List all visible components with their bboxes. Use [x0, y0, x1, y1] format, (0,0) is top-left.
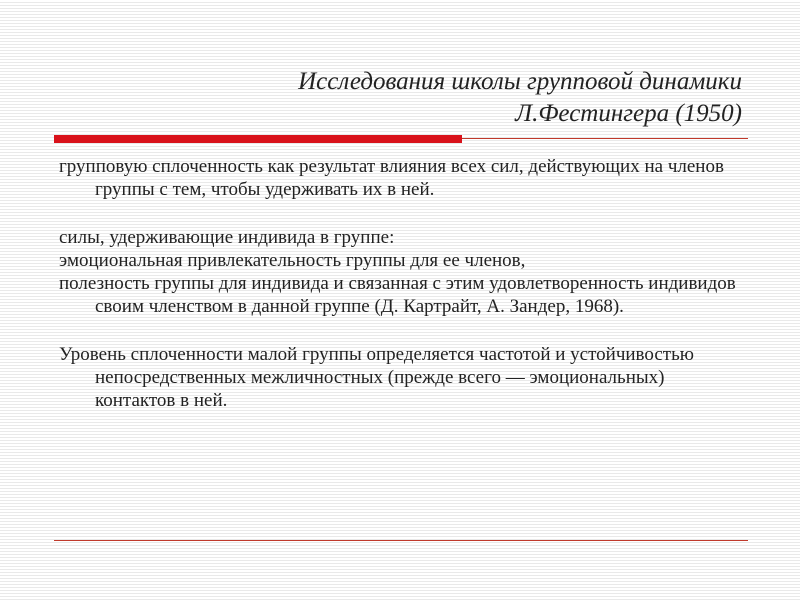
paragraph-group-usefulness: полезность группы для индивида и связанная с этим удовлетворенность индивидов своим членством в данной группе (Д. Картрайт, А. Зандер, 1968). [59, 273, 736, 317]
spacer [59, 201, 749, 226]
title-divider-thin [462, 138, 748, 139]
title-line-2: Л.Фестингера (1950) [515, 100, 742, 127]
paragraph-cohesion-definition: групповую сплоченность как результат влияния всех сил, действующих на членов группы с тем, чтобы удерживать их в ней. [59, 156, 724, 200]
spacer [59, 318, 749, 343]
title-divider-thick [54, 135, 462, 143]
slide-title [142, 66, 742, 130]
paragraph-cohesion-level: Уровень сплоченности малой группы определяется частотой и устойчивостью непосредственных межличностных (прежде всего — эмоциональных) контактов в ней. [59, 344, 694, 411]
title-line-1: Исследования школы групповой динамики [298, 68, 742, 95]
paragraph-emotional-attractiveness: эмоциональная привлекательность группы для ее членов, [59, 250, 526, 271]
paragraph-holding-forces: силы, удерживающие индивида в группе: [59, 227, 395, 248]
slide-body [59, 155, 749, 412]
footer-divider [54, 540, 748, 541]
title-divider [54, 135, 748, 143]
